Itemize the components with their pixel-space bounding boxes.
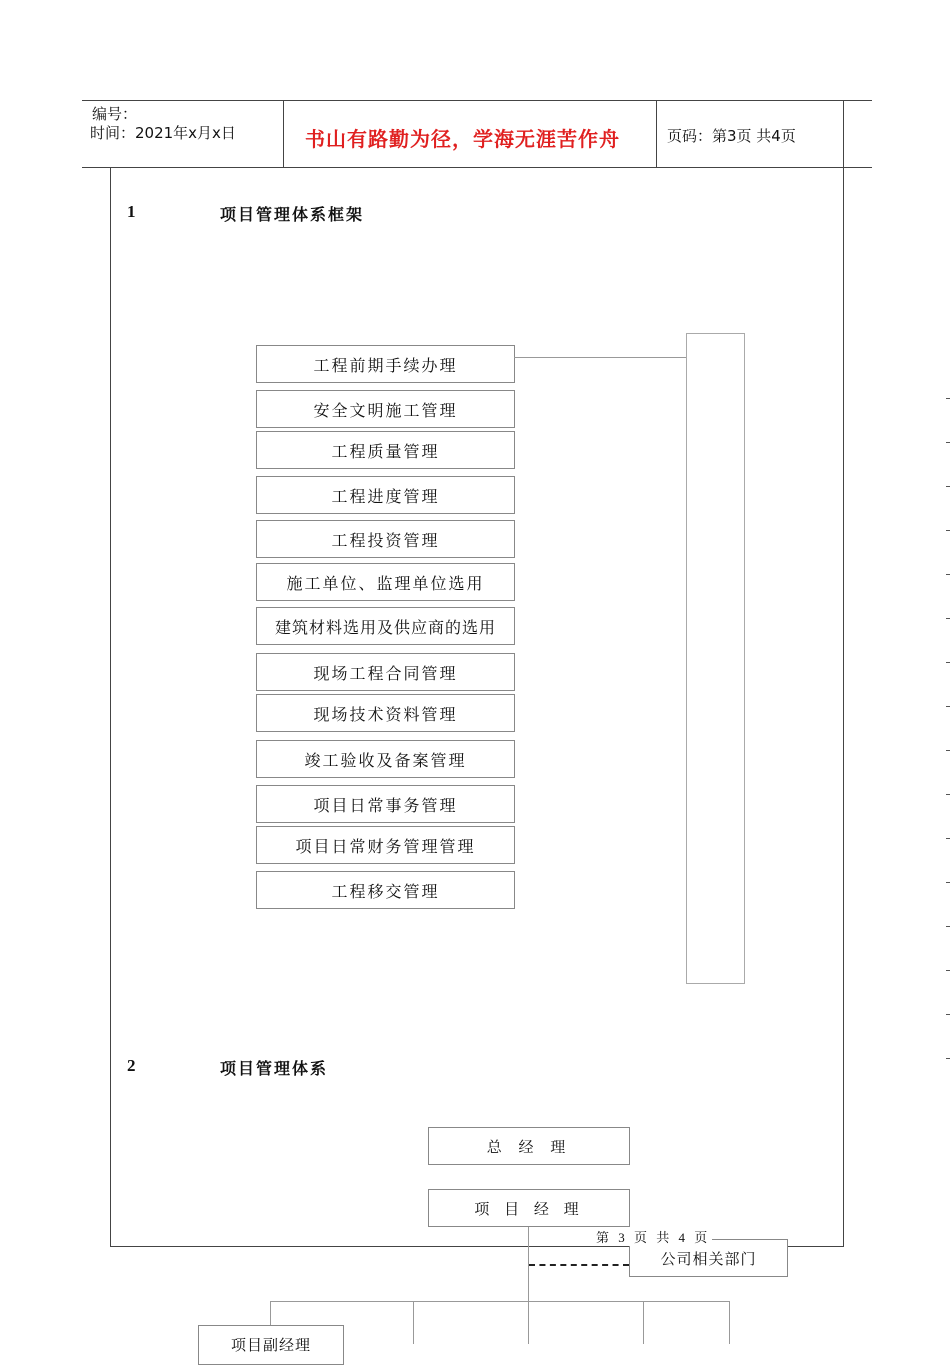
- framework-item-box: 现场技术资料管理: [256, 694, 515, 732]
- edge-tick: [946, 486, 950, 487]
- edge-tick: [946, 618, 950, 619]
- deputy-manager-box: 项目副经理: [198, 1325, 344, 1365]
- org-branch-drop-2: [413, 1301, 414, 1344]
- edge-tick: [946, 1058, 950, 1059]
- framework-item-box: 工程前期手续办理: [256, 345, 515, 383]
- dashed-link-to-company: [529, 1264, 629, 1266]
- header-divider-3: [843, 100, 844, 168]
- edge-tick: [946, 706, 950, 707]
- framework-connector-line: [514, 357, 686, 358]
- framework-item-box: 施工单位、监理单位选用: [256, 563, 515, 601]
- edge-tick: [946, 750, 950, 751]
- framework-item-box: 竣工验收及备案管理: [256, 740, 515, 778]
- edge-tick: [946, 574, 950, 575]
- org-branch-drop-3: [643, 1301, 644, 1344]
- edge-tick: [946, 662, 950, 663]
- section1-title: 项目管理体系框架: [220, 205, 365, 224]
- edge-tick: [946, 530, 950, 531]
- section2-number: 2: [127, 1056, 136, 1075]
- edge-tick: [946, 970, 950, 971]
- frame-right: [843, 167, 844, 1247]
- project-manager-box: 项 目 经 理: [428, 1189, 630, 1227]
- edge-tick: [946, 1014, 950, 1015]
- header-top-border: [82, 100, 872, 101]
- framework-item-box: 工程质量管理: [256, 431, 515, 469]
- header-motto: 书山有路勤为径，学海无涯苦作舟: [305, 127, 620, 151]
- framework-item-box: 项目日常财务管理管理: [256, 826, 515, 864]
- framework-item-box: 工程进度管理: [256, 476, 515, 514]
- header-page-label: 页码：第3页 共4页: [667, 127, 796, 145]
- footer-page-number: 第 3 页 共 4 页: [594, 1227, 712, 1246]
- org-vertical-connector: [528, 1227, 529, 1344]
- edge-tick: [946, 794, 950, 795]
- org-branch-horizontal: [270, 1301, 729, 1302]
- header-number-label: 编号：: [92, 105, 138, 123]
- framework-item-box: 安全文明施工管理: [256, 390, 515, 428]
- edge-tick: [946, 926, 950, 927]
- org-branch-drop-4: [729, 1301, 730, 1344]
- edge-tick: [946, 838, 950, 839]
- header-divider-2: [656, 100, 657, 168]
- framework-side-panel: [686, 333, 745, 984]
- framework-item-box: 现场工程合同管理: [256, 653, 515, 691]
- general-manager-box: 总 经 理: [428, 1127, 630, 1165]
- section1-number: 1: [127, 202, 136, 221]
- section2-title: 项目管理体系: [220, 1059, 329, 1078]
- company-departments-box: 公司相关部门: [629, 1239, 788, 1277]
- header-divider-1: [283, 100, 284, 168]
- edge-tick: [946, 882, 950, 883]
- header-time-label: 时间：2021年x月x日: [90, 124, 236, 142]
- framework-item-box: 工程投资管理: [256, 520, 515, 558]
- framework-item-box: 项目日常事务管理: [256, 785, 515, 823]
- edge-tick: [946, 398, 950, 399]
- framework-item-box: 建筑材料选用及供应商的选用: [256, 607, 515, 645]
- edge-tick: [946, 442, 950, 443]
- header-bottom-border: [82, 167, 872, 168]
- frame-left: [110, 167, 111, 1247]
- framework-item-box: 工程移交管理: [256, 871, 515, 909]
